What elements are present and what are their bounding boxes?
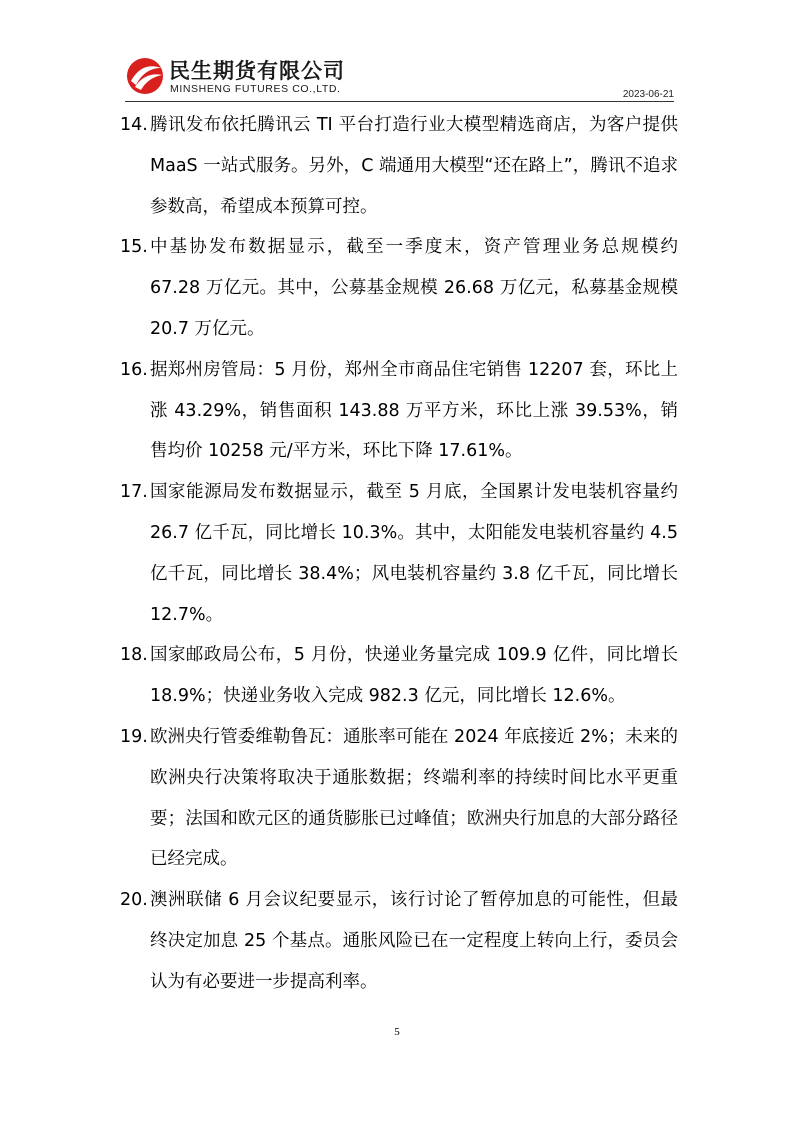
item-text: 据郑州房管局：5 月份，郑州全市商品住宅销售 12207 套，环比上涨 43.29%，销售面积 143.88 万平方米，环比上涨 39.53%，销售均价 10258 元/平方米，环比下降 17.61%。 [150, 359, 678, 462]
item-number: 15. [120, 237, 148, 258]
item-number: 14. [120, 115, 148, 135]
list-item [120, 472, 678, 635]
company-name-cn: 民生期货有限公司 [169, 59, 345, 83]
page-number: 5 [394, 1026, 400, 1038]
company-name-en: MINSHENG FUTURES CO.,LTD. [170, 83, 341, 95]
list-item [120, 227, 678, 349]
list-item [120, 717, 678, 880]
list-item [120, 880, 678, 1002]
report-date: 2023-06-21 [622, 89, 674, 100]
item-text: 国家能源局发布数据显示，截至 5 月底，全国累计发电装机容量约 26.7 亿千瓦，同比增长 10.3%。其中，太阳能发电装机容量约 4.5 亿千瓦，同比增长 38.4%；风电装机容量约 3.8 亿千瓦，同比增长 12.7%。 [150, 482, 678, 625]
company-logo-icon [125, 56, 165, 96]
item-number: 20. [120, 890, 148, 911]
item-number: 16. [120, 359, 148, 380]
item-text: 腾讯发布依托腾讯云 TI 平台打造行业大模型精选商店，为客户提供 MaaS 一站式服务。另外，C 端通用大模型“还在路上”，腾讯不追求参数高，希望成本预算可控。 [150, 115, 678, 217]
item-text: 中基协发布数据显示，截至一季度末，资产管理业务总规模约 67.28 万亿元。其中，公募基金规模 26.68 万亿元，私募基金规模 20.7 万亿元。 [150, 237, 678, 339]
item-text: 澳洲联储 6 月会议纪要显示，该行讨论了暂停加息的可能性，但最终决定加息 25 个基点。通胀风险已在一定程度上转向上行，委员会认为有必要进一步提高利率。 [150, 890, 678, 992]
item-number: 17. [120, 482, 148, 503]
list-item [120, 105, 678, 227]
item-number: 18. [120, 645, 148, 666]
page-header [125, 52, 674, 102]
list-item [120, 350, 678, 472]
header-divider [125, 101, 674, 102]
list-item [120, 635, 678, 717]
item-number: 19. [120, 726, 148, 747]
news-list [120, 105, 678, 1003]
item-text: 欧洲央行管委维勒鲁瓦：通胀率可能在 2024 年底接近 2%；未来的欧洲央行决策将取决于通胀数据；终端利率的持续时间比水平更重要；法国和欧元区的通货膨胀已过峰值；欧洲央行加息的大部分路径已经完成。 [150, 726, 678, 870]
item-text: 国家邮政局公布，5 月份，快递业务量完成 109.9 亿件，同比增长 18.9%；快递业务收入完成 982.3 亿元，同比增长 12.6%。 [150, 645, 678, 707]
